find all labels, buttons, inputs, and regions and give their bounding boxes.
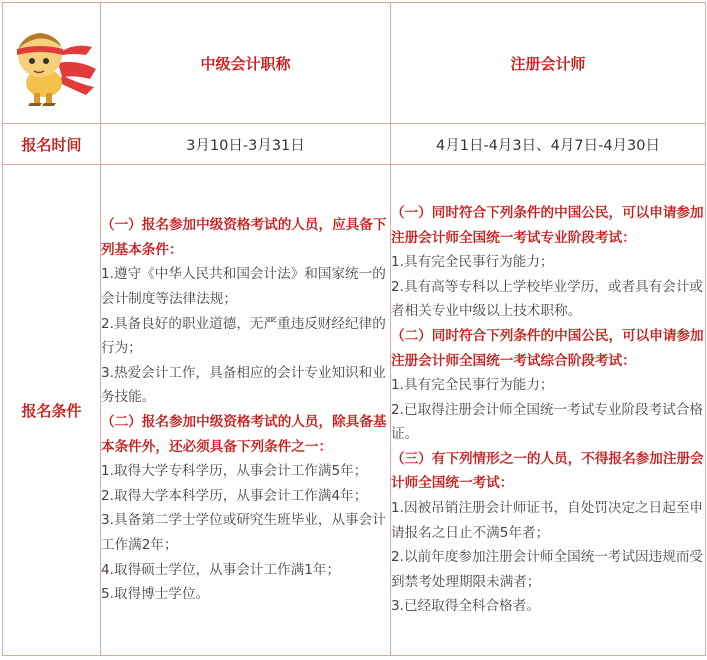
time-label: 报名时间 bbox=[3, 124, 101, 165]
condition-line: 3.已经取得全科合格者。 bbox=[391, 598, 540, 615]
time-row bbox=[3, 124, 706, 165]
condition-line: （一）同时符合下列条件的中国公民，可以申请参加注册会计师全国统一考试专业阶段考试： bbox=[391, 204, 704, 246]
condition-line: 4.取得硕士学位，从事会计工作满1年； bbox=[101, 561, 341, 578]
condition-line: （二）同时符合下列条件的中国公民，可以申请参加注册会计师全国统一考试综合阶段考试： bbox=[391, 327, 704, 369]
condition-line: 2.具备良好的职业道德，无严重违反财经纪律的行为； bbox=[101, 315, 386, 357]
header-col-b: 注册会计师 bbox=[391, 3, 706, 124]
condition-line: 2.以前年度参加注册会计师全国统一考试因违规而受到禁考处理期限未满者； bbox=[391, 549, 704, 590]
condition-line: 5.取得博士学位。 bbox=[101, 586, 210, 603]
condition-line: 1.具有完全民事行为能力； bbox=[391, 254, 554, 271]
header-col-a: 中级会计职称 bbox=[101, 3, 391, 124]
condition-line: 3.热爱会计工作，具备相应的会计专业知识和业务技能。 bbox=[101, 364, 386, 406]
condition-line: 1.具有完全民事行为能力； bbox=[391, 377, 554, 394]
conditions-row bbox=[3, 165, 706, 656]
condition-line: 2.取得大学本科学历，从事会计工作满4年； bbox=[101, 487, 368, 504]
condition-line: （二）报名参加中级资格考试的人员，除具备基本条件外，还必须具备下列条件之一： bbox=[101, 414, 387, 455]
condition-line: 1.遵守《中华人民共和国会计法》和国家统一的会计制度等法律法规； bbox=[101, 266, 386, 308]
time-col-a: 3月10日-3月31日 bbox=[101, 124, 391, 165]
conditions-col-b bbox=[391, 165, 706, 656]
conditions-col-a bbox=[101, 165, 391, 656]
header-row bbox=[3, 3, 706, 124]
condition-line: 1.取得大学专科学历，从事会计工作满5年； bbox=[101, 463, 368, 480]
conditions-label: 报名条件 bbox=[3, 165, 101, 656]
comparison-table bbox=[2, 2, 706, 656]
condition-line: 2.具有高等专科以上学校毕业学历，或者具有会计或者相关专业中级以上技术职称。 bbox=[391, 278, 704, 320]
condition-line: （一）报名参加中级资格考试的人员，应具备下列基本条件： bbox=[101, 217, 387, 258]
condition-line: 1.因被吊销注册会计师证书，自处罚决定之日起至申请报名之日止不满5年者； bbox=[391, 500, 704, 541]
condition-line: （三）有下列情形之一的人员，不得报名参加注册会计师全国统一考试： bbox=[391, 450, 704, 492]
condition-line: 3.具备第二学士学位或研究生班毕业，从事会计工作满2年； bbox=[101, 512, 386, 553]
mascot-cell bbox=[3, 3, 101, 124]
time-col-b: 4月1日-4月3日、4月7日-4月30日 bbox=[391, 124, 706, 165]
condition-line: 2.已取得注册会计师全国统一考试专业阶段考试合格证。 bbox=[391, 401, 704, 443]
mascot-icon bbox=[6, 13, 98, 109]
